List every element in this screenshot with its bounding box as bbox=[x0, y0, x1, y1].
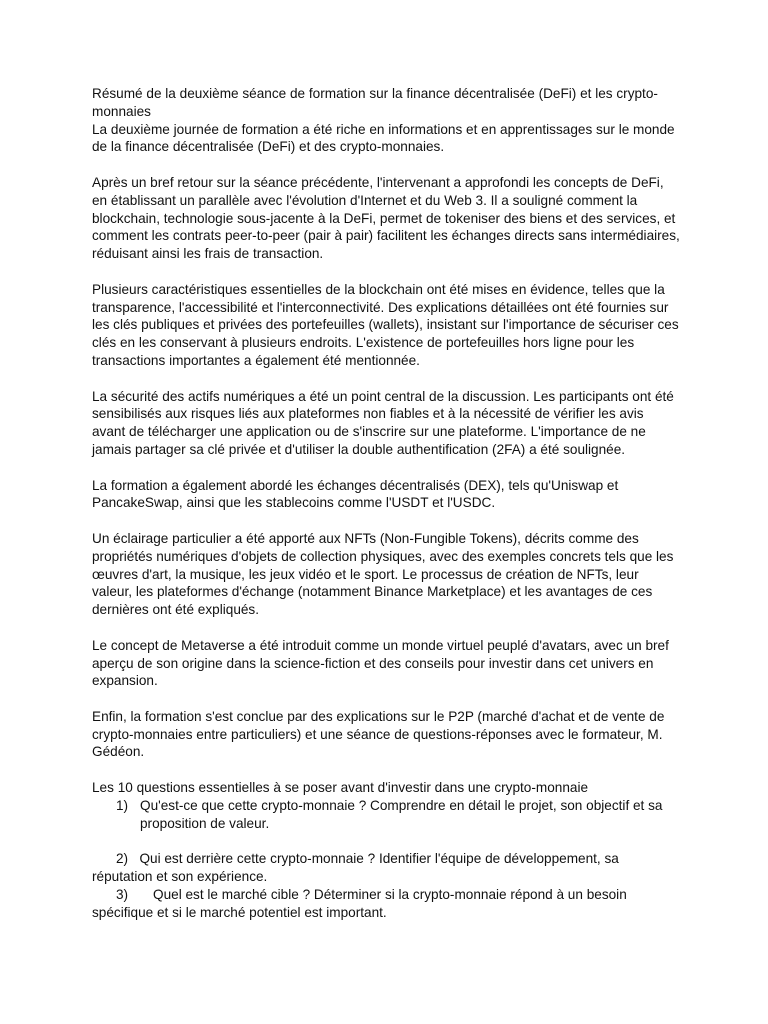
questions-heading: Les 10 questions essentielles à se poser avant d'investir dans une crypto-monnaie bbox=[92, 780, 589, 796]
list-item bbox=[92, 886, 680, 922]
document-body bbox=[92, 85, 680, 921]
paragraph-blockchain-features: Plusieurs caractéristiques essentielles de la blockchain ont été mises en évidence, telles que la transparence, l'accessibilité et l'interconnectivité. Des explications détaillées ont été fournies sur les clés publiques et privées des portefeuilles (wallets), insistant sur l'importance de sécuriser ces clés en les conservant à plusieurs endroits. L'existence de portefeuilles hors ligne pour les transactions importantes a également été mentionnée. bbox=[92, 281, 679, 368]
paragraph-metaverse: Le concept de Metaverse a été introduit comme un monde virtuel peuplé d'avatars, avec un bref aperçu de son origine dans la science-fiction et des conseils pour investir dans cet univers en expansion. bbox=[92, 637, 669, 689]
list-item-text: Qui est derrière cette crypto-monnaie ? Identifier l'équipe de développement, sa réputation et son expérience. bbox=[92, 851, 619, 885]
list-item-text: Qu'est-ce que cette crypto-monnaie ? Comprendre en détail le projet, son objectif et sa proposition de valeur. bbox=[140, 797, 663, 831]
list-item-text: Quel est le marché cible ? Déterminer si la crypto-monnaie répond à un besoin spécifique et si le marché potentiel est important. bbox=[92, 886, 627, 920]
document-title: Résumé de la deuxième séance de formation sur la finance décentralisée (DeFi) et les crypto-monnaies bbox=[92, 86, 658, 119]
paragraph-dex: La formation a également abordé les échanges décentralisés (DEX), tels qu'Uniswap et PancakeSwap, ainsi que les stablecoins comme l'USDT et l'USDC. bbox=[92, 477, 619, 511]
list-spacer bbox=[92, 832, 680, 850]
questions-list bbox=[92, 797, 680, 922]
paragraph-conclusion: Enfin, la formation s'est conclue par des explications sur le P2P (marché d'achat et de vente de crypto-monnaies entre particuliers) et une séance de questions-réponses avec le formateur, M. Gédéon. bbox=[92, 708, 665, 760]
list-item bbox=[92, 850, 680, 886]
list-item-number: 2) bbox=[116, 851, 129, 867]
list-item-number: 1) bbox=[116, 797, 129, 813]
list-item bbox=[92, 797, 680, 833]
paragraph-security: La sécurité des actifs numériques a été un point central de la discussion. Les participants ont été sensibilisés aux risques liés aux plateformes non fiables et à la nécessité de vérifier les avis avant de télécharger une application ou de s'inscrire sur une plateforme. L'importance de ne jamais partager sa clé privée et d'utiliser la double authentification (2FA) a été soulignée. bbox=[92, 388, 674, 457]
paragraph-intro: La deuxième journée de formation a été riche en informations et en apprentissages sur le monde de la finance décentralisée (DeFi) et des crypto-monnaies. bbox=[92, 121, 675, 155]
list-item-number: 3) bbox=[116, 886, 129, 902]
paragraph-defi-concepts: Après un bref retour sur la séance précédente, l'intervenant a approfondi les concepts de DeFi, en établissant un parallèle avec l'évolution d'Internet et du Web 3. Il a souligné comment la blockchain, technologie sous-jacente à la DeFi, permet de tokeniser des biens et des services, et comment les contrats peer-to-peer (pair à pair) facilitent les échanges directs sans intermédiaires, réduisant ainsi les frais de transaction. bbox=[92, 174, 680, 262]
paragraph-nfts: Un éclairage particulier a été apporté aux NFTs (Non-Fungible Tokens), décrits comme des propriétés numériques d'objets de collection physiques, avec des exemples concrets tels que les œuvres d'art, la musique, les jeux vidéo et le sport. Le processus de création de NFTs, leur valeur, les plateformes d'échange (notamment Binance Marketplace) et les avantages de ces dernières ont été expliqués. bbox=[92, 530, 674, 618]
